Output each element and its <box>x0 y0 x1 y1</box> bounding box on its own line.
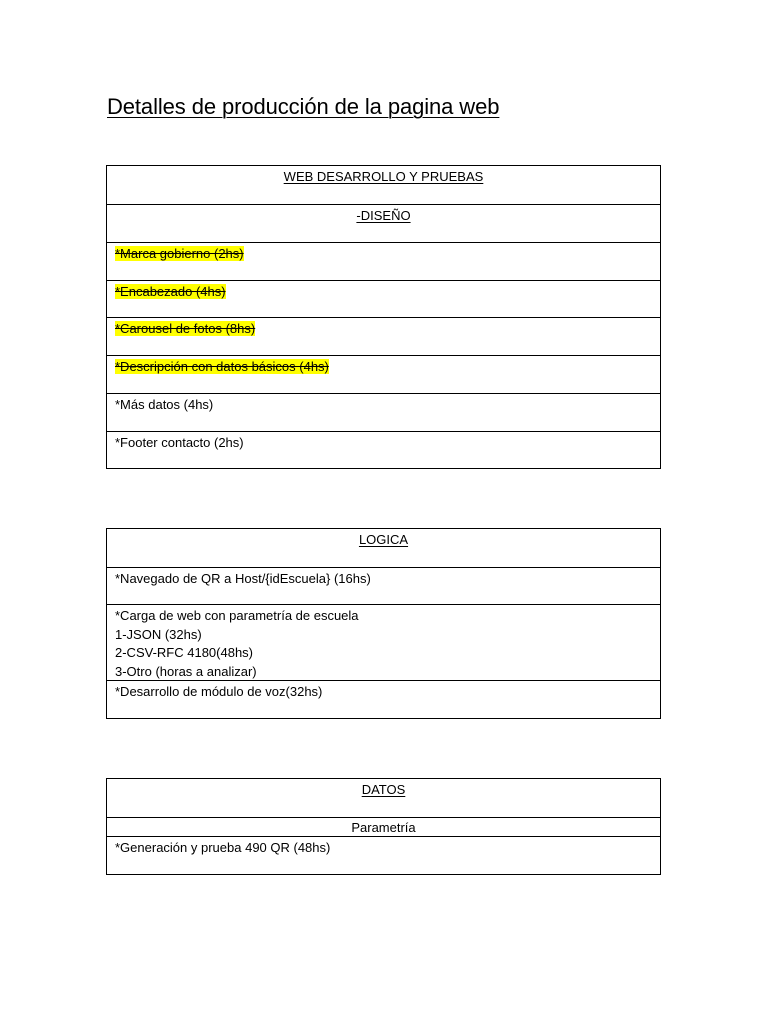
row-line-csv: 2-CSV-RFC 4180(48hs) <box>115 645 253 660</box>
table-web-desarrollo <box>106 165 661 469</box>
row-text-carousel: *Carousel de fotos (8hs) <box>115 321 256 336</box>
row-text-navegado-qr: *Navegado de QR a Host/{idEscuela} (16hs) <box>115 571 371 586</box>
table-logica <box>106 528 661 719</box>
table-row <box>107 242 660 280</box>
row-line-json: 1-JSON (32hs) <box>115 626 202 642</box>
table-row <box>107 604 660 680</box>
row-text-marca-gobierno: *Marca gobierno (2hs) <box>115 246 244 261</box>
table-row <box>107 680 660 718</box>
table-header-row <box>107 779 660 817</box>
row-text-mas-datos: *Más datos (4hs) <box>115 397 214 412</box>
table-header: DATOS <box>361 782 406 797</box>
table-header-row <box>107 529 660 567</box>
row-text-footer-contacto: *Footer contacto (2hs) <box>115 435 244 450</box>
table-subheader-row <box>107 817 660 836</box>
table-header: LOGICA <box>358 532 409 547</box>
table-row <box>107 567 660 604</box>
table-subheader: -DISEÑO <box>356 208 411 223</box>
table-row <box>107 836 660 874</box>
row-text-modulo-voz: *Desarrollo de módulo de voz(32hs) <box>115 684 323 699</box>
document-title: Detalles de producción de la pagina web <box>107 94 500 119</box>
table-header: WEB DESARROLLO Y PRUEBAS <box>283 169 484 184</box>
row-text-encabezado: *Encabezado (4hs) <box>115 284 226 299</box>
row-text-generacion-qr: *Generación y prueba 490 QR (48hs) <box>115 840 331 855</box>
row-line-otro: 3-Otro (horas a analizar) <box>115 663 257 679</box>
table-row <box>107 317 660 355</box>
table-row <box>107 280 660 317</box>
row-line-carga-web: *Carga de web con parametría de escuela <box>115 608 359 623</box>
row-text-descripcion: *Descripción con datos básicos (4hs) <box>115 359 329 374</box>
table-row <box>107 393 660 431</box>
table-row <box>107 355 660 393</box>
table-subheader-row <box>107 204 660 242</box>
table-datos <box>106 778 661 875</box>
table-subheader: Parametría <box>351 820 416 835</box>
table-row <box>107 431 660 468</box>
table-header-row <box>107 166 660 204</box>
